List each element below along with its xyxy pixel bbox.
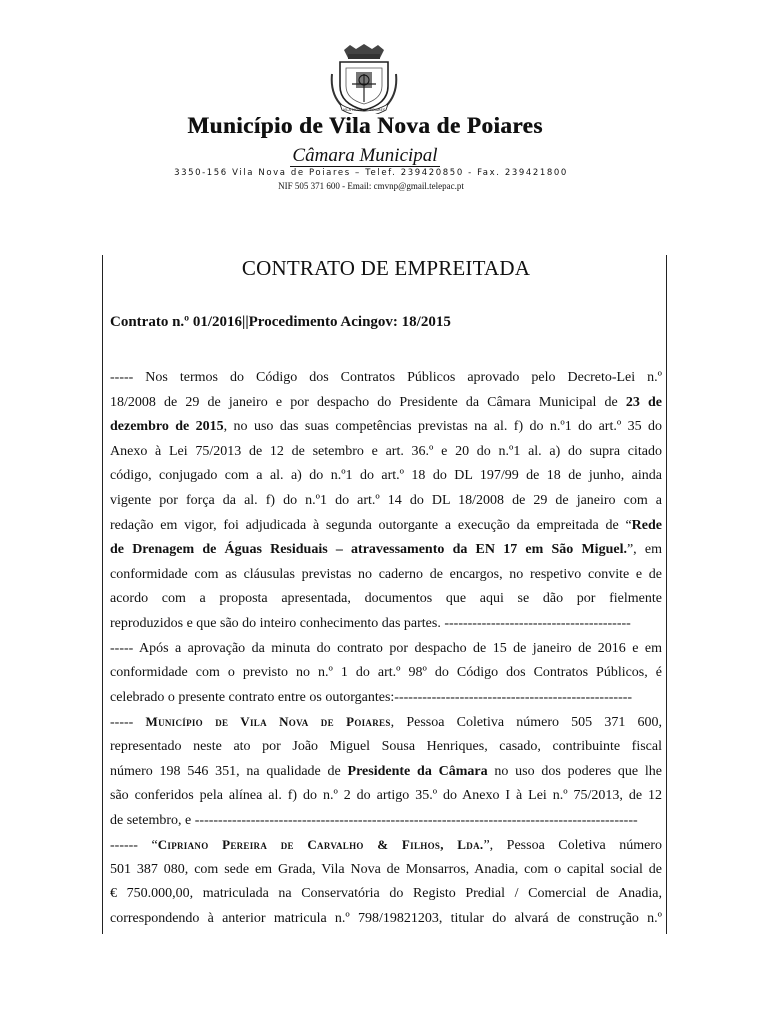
municipality-address: 3350-156 Vila Nova de Poiares – Telef. 239420850 - Fax. 239421800 [174, 168, 568, 178]
text-segment: ----- [110, 715, 146, 731]
right-border-line [666, 255, 667, 934]
contract-line [110, 587, 662, 612]
contract-line [110, 907, 662, 932]
bold-text: de Drenagem de Águas Residuais – atravessamento da EN 17 em São Miguel. [110, 542, 627, 558]
text-segment: acordo com a proposta apresentada, documentos que aqui se dão por fielmente [110, 591, 662, 607]
contract-line [110, 833, 662, 858]
text-segment: no uso dos poderes que lhe [487, 763, 662, 779]
contract-line [110, 710, 662, 735]
text-segment: 501 387 080, com sede em Grada, Vila Nova de Monsarros, Anadia, com o capital social de [110, 861, 662, 877]
municipal-crest-icon [330, 44, 398, 114]
bold-text: Presidente da Câmara [347, 763, 488, 779]
contract-line [110, 637, 662, 662]
text-segment: conformidade com o previsto no n.º 1 do art.º 98º do Código dos Contratos Públicos, é [110, 665, 662, 681]
text-segment: , no uso das suas competências previstas na al. f) do n.º1 do art.º 35 do [223, 419, 662, 435]
text-segment: 18/2008 de 29 de janeiro e por despacho do Presidente da Câmara Municipal de [110, 394, 626, 410]
text-segment: redação em vigor, foi adjudicada à segunda outorgante a execução da empreitada de “ [110, 517, 632, 533]
text-segment: reproduzidos e que são do inteiro conhecimento das partes. ---------------------------------------- [110, 615, 631, 631]
contract-line [110, 366, 662, 391]
bold-text: 23 de [625, 394, 662, 410]
contract-line [110, 489, 662, 514]
municipality-name: Município de Vila Nova de Poiares [187, 113, 543, 138]
left-border-line [102, 255, 103, 934]
contract-title: CONTRATO DE EMPREITADA [241, 256, 531, 280]
text-segment: ----- Nos termos do Código dos Contratos Públicos aprovado pelo Decreto-Lei n.º [110, 370, 662, 385]
text-segment: código, conjugado com a al. a) do n.º1 do art.º 18 do DL 197/99 de 18 de junho, ainda [110, 468, 662, 484]
contract-line [110, 514, 662, 539]
bold-text: Rede [631, 517, 662, 533]
text-segment: Anexo à Lei 75/2013 de 12 de setembro e art. 36.º e 20 do n.º1 al. a) do supra citado [110, 443, 662, 459]
contract-body-text [110, 366, 662, 932]
municipality-nif-email: NIF 505 371 600 - Email: cmvnp@gmail.telepac.pt [278, 181, 464, 191]
text-segment: conformidade com as cláusulas previstas no caderno de encargos, no respetivo convite e de [110, 566, 662, 582]
contract-line [110, 415, 662, 440]
contract-line [110, 735, 662, 760]
contract-line [110, 661, 662, 686]
text-segment: ------ “ [110, 838, 158, 854]
municipality-subtitle: Câmara Municipal [292, 145, 438, 166]
party-name: Cipriano Pereira de Carvalho & Filhos, Lda. [157, 837, 484, 853]
contract-reference: Contrato n.º 01/2016||Procedimento Acingov: 18/2015 [110, 314, 451, 330]
text-segment: € 750.000,00, matriculada na Conservatória do Registo Predial / Comercial de Anadia, [110, 886, 662, 902]
text-segment: número 198 546 351, na qualidade de [110, 763, 348, 779]
contract-line [110, 612, 662, 637]
text-segment: representado neste ato por João Miguel Sousa Henriques, casado, contribuinte fiscal [110, 738, 662, 754]
text-segment: ”, Pessoa Coletiva número [483, 838, 662, 854]
contract-line [110, 464, 662, 489]
contract-line [110, 882, 662, 907]
contract-line [110, 391, 662, 416]
contract-line [110, 858, 662, 883]
contract-line [110, 809, 662, 834]
contract-line [110, 563, 662, 588]
text-segment: ”, em [626, 542, 662, 558]
text-segment: , Pessoa Coletiva número 505 371 600, [390, 715, 662, 731]
text-segment: celebrado o presente contrato entre os outorgantes:--------------------------------------------------- [110, 689, 633, 705]
text-segment: ----- Após a aprovação da minuta do contrato por despacho de 15 de janeiro de 2016 e em [110, 640, 662, 656]
contract-line [110, 538, 662, 563]
contract-line [110, 760, 662, 785]
text-segment: vigente por força da al. f) do n.º1 do art.º 14 do DL 18/2008 de 29 de janeiro com a [110, 492, 662, 508]
text-segment: de setembro, e ----------------------------------------------------------------------------------------------- [110, 812, 638, 828]
text-segment: correspondendo à anterior matricula n.º 798/19821203, titular do alvará de construção n.º [110, 911, 662, 927]
contract-line [110, 686, 662, 711]
bold-text: dezembro de 2015 [110, 419, 224, 435]
text-segment: são conferidos pela alínea al. f) do n.º 2 do artigo 35.º do Anexo I à Lei n.º 75/2013, de 12 [110, 788, 662, 804]
contract-line [110, 440, 662, 465]
party-name: Município de Vila Nova de Poiares [145, 714, 391, 730]
contract-line [110, 784, 662, 809]
svg-text:VILA NOVA DE POIARES: VILA NOVA DE POIARES [342, 108, 386, 112]
